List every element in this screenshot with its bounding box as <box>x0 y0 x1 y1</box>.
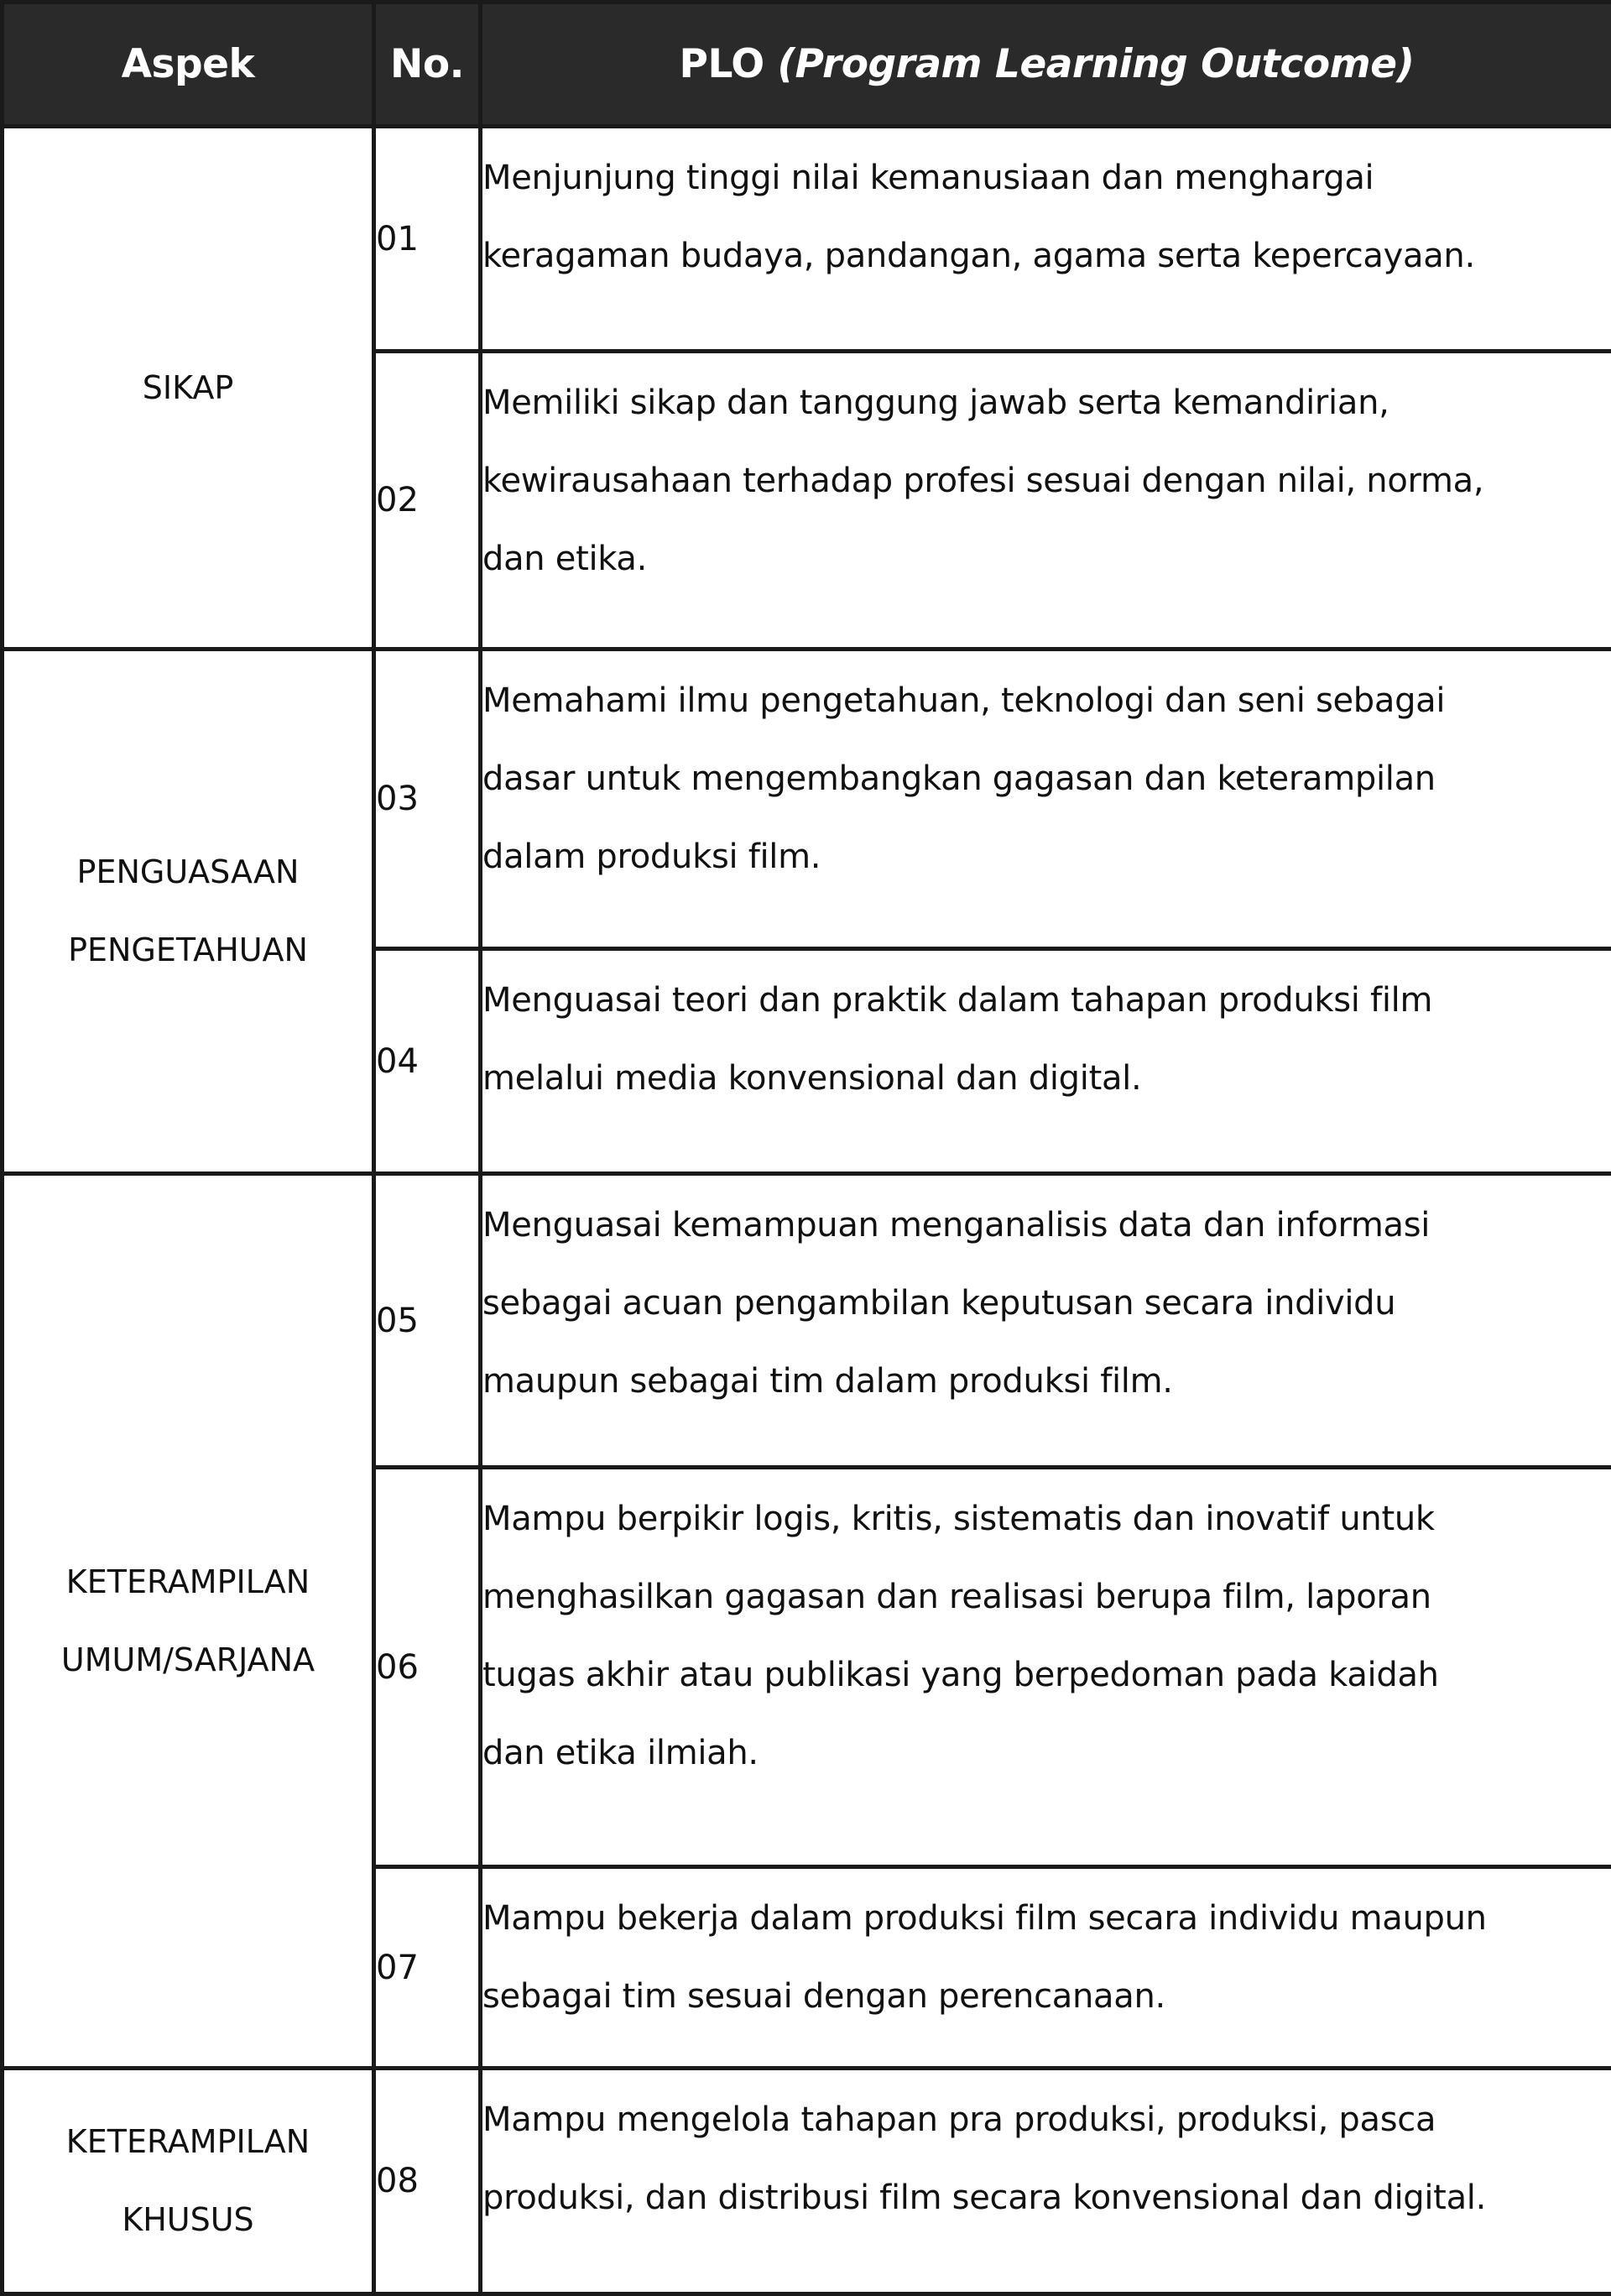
description-line: Memiliki sikap dan tanggung jawab serta kemandirian, <box>482 364 1611 442</box>
aspek-label-line: UMUM/SARJANA <box>4 1621 372 1699</box>
row-number: 04 <box>374 949 481 1174</box>
header-no: No. <box>374 3 481 127</box>
description-line: keragaman budaya, pandangan, agama serta kepercayaan. <box>482 217 1611 295</box>
row-description <box>481 1174 1611 1468</box>
description-line: sebagai tim sesuai dengan perencanaan. <box>482 1958 1611 2036</box>
table-row <box>3 127 1611 352</box>
header-plo-prefix: PLO <box>680 41 778 87</box>
aspek-label-line: SIKAP <box>4 349 372 427</box>
description-line: Menguasai teori dan praktik dalam tahapan produksi film <box>482 962 1611 1040</box>
aspek-keterampilan-khusus <box>3 2069 374 2294</box>
aspek-sikap <box>3 127 374 650</box>
aspek-label-line: KETERAMPILAN <box>4 1543 372 1621</box>
row-description <box>481 949 1611 1174</box>
row-description <box>481 127 1611 352</box>
aspek-keterampilan-umum <box>3 1174 374 2069</box>
table-row <box>3 650 1611 949</box>
description-line: dalam produksi film. <box>482 818 1611 896</box>
aspek-label-line: KHUSUS <box>4 2181 372 2259</box>
row-description <box>481 650 1611 949</box>
row-number: 07 <box>374 1867 481 2069</box>
description-line: melalui media konvensional dan digital. <box>482 1040 1611 1118</box>
description-line: maupun sebagai tim dalam produksi film. <box>482 1343 1611 1421</box>
description-line: dan etika ilmiah. <box>482 1714 1611 1792</box>
description-line: Menjunjung tinggi nilai kemanusiaan dan menghargai <box>482 139 1611 217</box>
description-line: Mampu mengelola tahapan pra produksi, produksi, pasca <box>482 2081 1611 2159</box>
row-description <box>481 2069 1611 2294</box>
header-plo <box>481 3 1611 127</box>
description-line: Mampu berpikir logis, kritis, sistematis dan inovatif untuk <box>482 1480 1611 1558</box>
row-description <box>481 1468 1611 1867</box>
description-line: Mampu bekerja dalam produksi film secara individu maupun <box>482 1880 1611 1958</box>
description-line: kewirausahaan terhadap profesi sesuai dengan nilai, norma, <box>482 442 1611 520</box>
description-line: dan etika. <box>482 520 1611 598</box>
description-line: dasar untuk mengembangkan gagasan dan keterampilan <box>482 740 1611 818</box>
row-number: 08 <box>374 2069 481 2294</box>
row-number: 03 <box>374 650 481 949</box>
aspek-penguasaan-pengetahuan <box>3 650 374 1174</box>
aspek-label-line: PENGETAHUAN <box>4 911 372 989</box>
row-number: 05 <box>374 1174 481 1468</box>
table-header-row <box>3 3 1611 127</box>
header-aspek: Aspek <box>3 3 374 127</box>
row-number: 06 <box>374 1468 481 1867</box>
row-description <box>481 352 1611 650</box>
description-line: Memahami ilmu pengetahuan, teknologi dan seni sebagai <box>482 662 1611 740</box>
description-line: Menguasai kemampuan menganalisis data dan informasi <box>482 1187 1611 1265</box>
description-line: produksi, dan distribusi film secara konvensional dan digital. <box>482 2159 1611 2237</box>
header-plo-italic: (Program Learning Outcome) <box>778 41 1415 87</box>
row-number: 02 <box>374 352 481 650</box>
description-line: tugas akhir atau publikasi yang berpedoman pada kaidah <box>482 1636 1611 1714</box>
description-line: menghasilkan gagasan dan realisasi berupa film, laporan <box>482 1558 1611 1636</box>
aspek-label-line: PENGUASAAN <box>4 833 372 911</box>
table-row <box>3 1174 1611 1468</box>
description-line: sebagai acuan pengambilan keputusan secara individu <box>482 1265 1611 1343</box>
row-description <box>481 1867 1611 2069</box>
aspek-label-line: KETERAMPILAN <box>4 2103 372 2181</box>
row-number: 01 <box>374 127 481 352</box>
table-row <box>3 2069 1611 2294</box>
